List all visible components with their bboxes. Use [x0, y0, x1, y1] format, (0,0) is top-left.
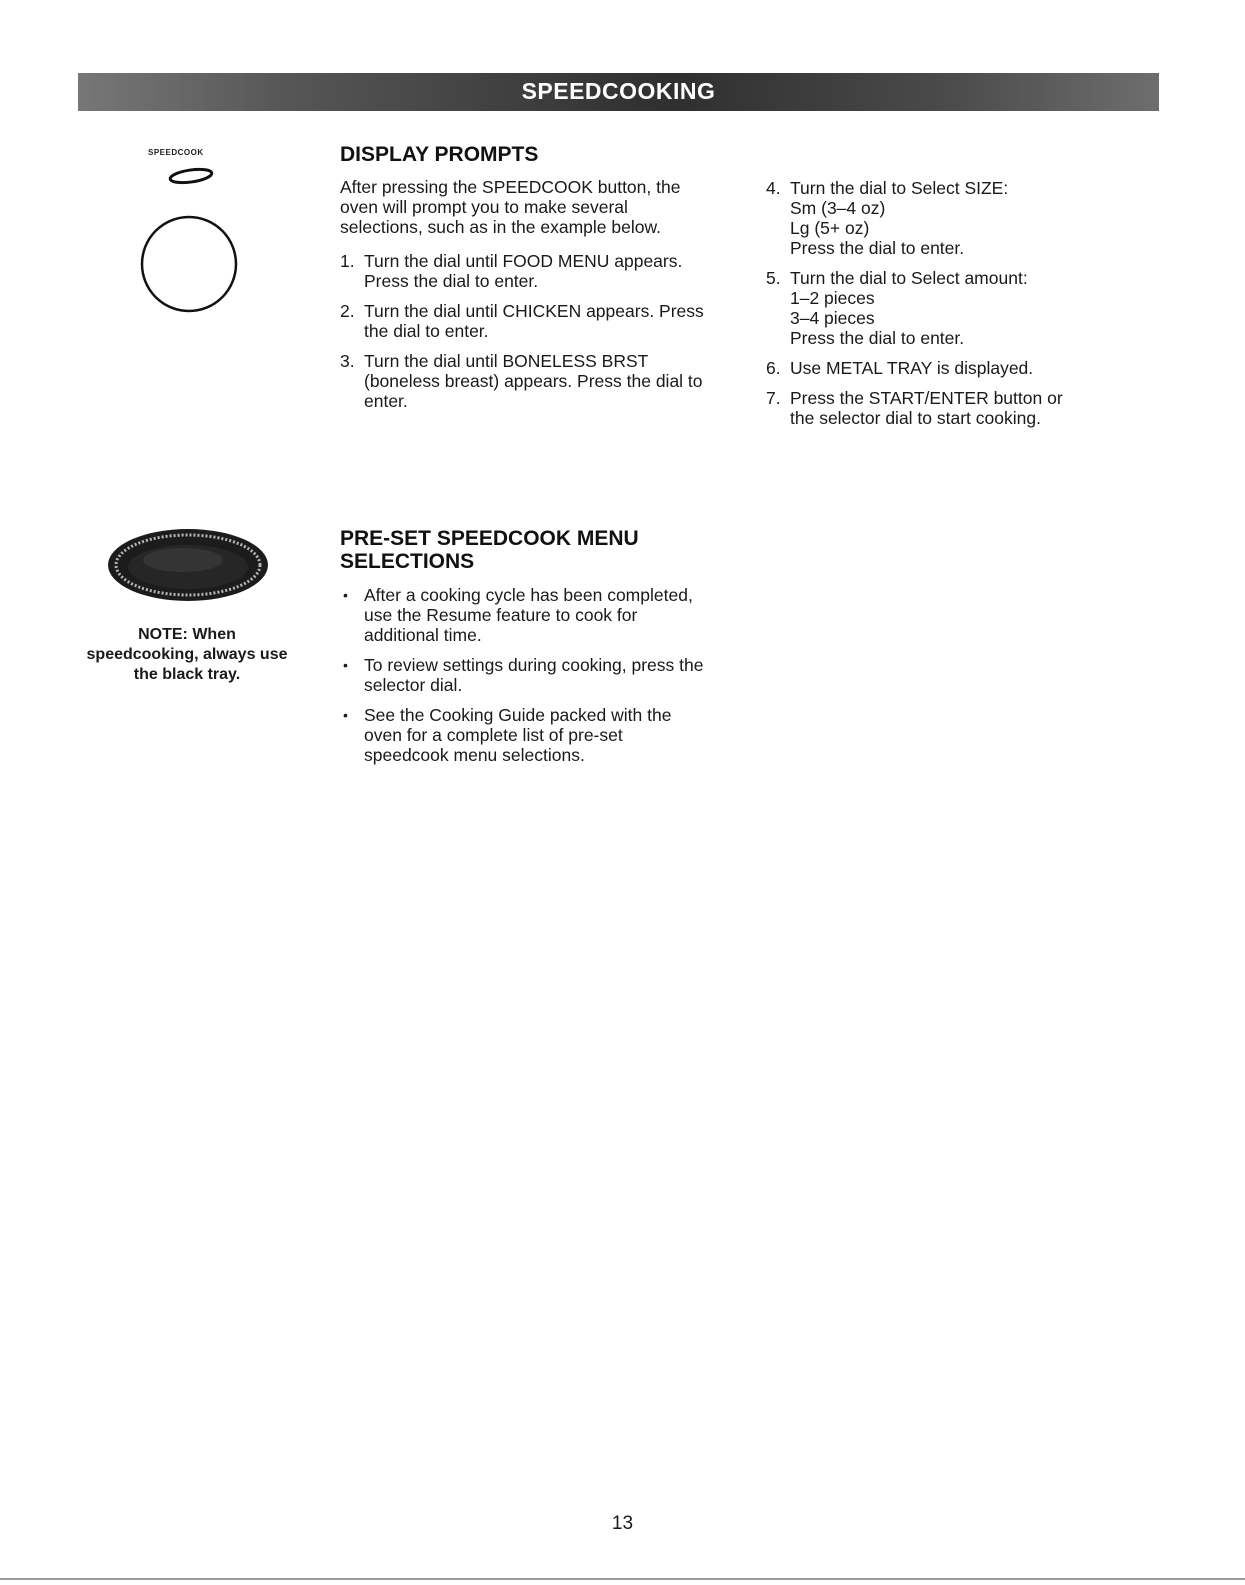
step-line: Sm (3–4 oz) [790, 198, 886, 218]
preset-menu-section [340, 527, 710, 765]
steps-list-right [766, 178, 1126, 428]
step-item [766, 388, 1126, 428]
section-banner [78, 73, 1159, 111]
step-number: 7. [766, 388, 781, 408]
step-item [766, 358, 1126, 378]
step-item [766, 268, 1126, 348]
preset-bullets-list [340, 585, 710, 765]
display-prompts-section [340, 143, 710, 411]
step-number: 3. [340, 351, 355, 371]
step-number: 4. [766, 178, 781, 198]
tray-note: NOTE: When speedcooking, always use the black tray. [86, 626, 288, 683]
step-line: Lg (5+ oz) [790, 218, 870, 238]
page-bottom-rule [0, 1578, 1245, 1580]
step-number: 5. [766, 268, 781, 288]
preset-menu-heading [340, 527, 710, 573]
section-title: SPEEDCOOKING [521, 78, 716, 104]
step-item [340, 251, 710, 291]
bullet-icon: • [343, 657, 348, 673]
step-line: Press the dial to enter. [790, 238, 965, 258]
display-prompts-intro: After pressing the SPEEDCOOK button, the oven will prompt you to make several selections, such as in the example below. [340, 177, 681, 237]
steps-list-left [340, 251, 710, 411]
bullet-text: After a cooking cycle has been completed, use the Resume feature to cook for additional time. [364, 585, 693, 645]
steps-right-column [766, 168, 1126, 428]
step-text: Turn the dial until BONELESS BRST (boneless breast) appears. Press the dial to enter. [364, 351, 703, 411]
step-item [340, 351, 710, 411]
page-number: 13 [611, 1513, 634, 1534]
bullet-icon: • [343, 707, 348, 723]
step-number: 2. [340, 301, 355, 321]
bullet-text: See the Cooking Guide packed with the oven for a complete list of pre-set speedcook menu selections. [364, 705, 672, 765]
step-line: the selector dial to start cooking. [790, 408, 1041, 428]
bullet-text: To review settings during cooking, press the selector dial. [364, 655, 704, 695]
step-line: 3–4 pieces [790, 308, 875, 328]
preset-heading-line2: SELECTIONS [340, 550, 475, 573]
step-line: 1–2 pieces [790, 288, 875, 308]
speedcook-button-icon [169, 167, 212, 185]
step-number: 1. [340, 251, 355, 271]
step-line: Press the dial to enter. [790, 328, 965, 348]
step-item [766, 178, 1126, 258]
step-item [340, 301, 710, 341]
bullet-icon: • [343, 587, 348, 603]
step-line: Turn the dial to Select SIZE: [790, 178, 1009, 198]
bullet-item [340, 585, 710, 645]
bullet-item [340, 705, 710, 765]
step-text: Turn the dial until FOOD MENU appears. Press the dial to enter. [364, 251, 683, 291]
step-line: Turn the dial to Select amount: [790, 268, 1028, 288]
display-prompts-heading: DISPLAY PROMPTS [340, 143, 539, 166]
step-number: 6. [766, 358, 781, 378]
bullet-item [340, 655, 710, 695]
preset-heading-line1: PRE-SET SPEEDCOOK MENU [340, 527, 639, 550]
selector-dial-icon [142, 217, 236, 311]
step-text: Turn the dial until CHICKEN appears. Press the dial to enter. [364, 301, 704, 341]
speedcook-control-illustration [140, 160, 260, 320]
black-tray-icon [105, 527, 275, 607]
step-line: Press the START/ENTER button or [790, 388, 1063, 408]
speedcook-button-label: SPEEDCOOK [148, 148, 204, 157]
step-line: Use METAL TRAY is displayed. [790, 358, 1034, 378]
